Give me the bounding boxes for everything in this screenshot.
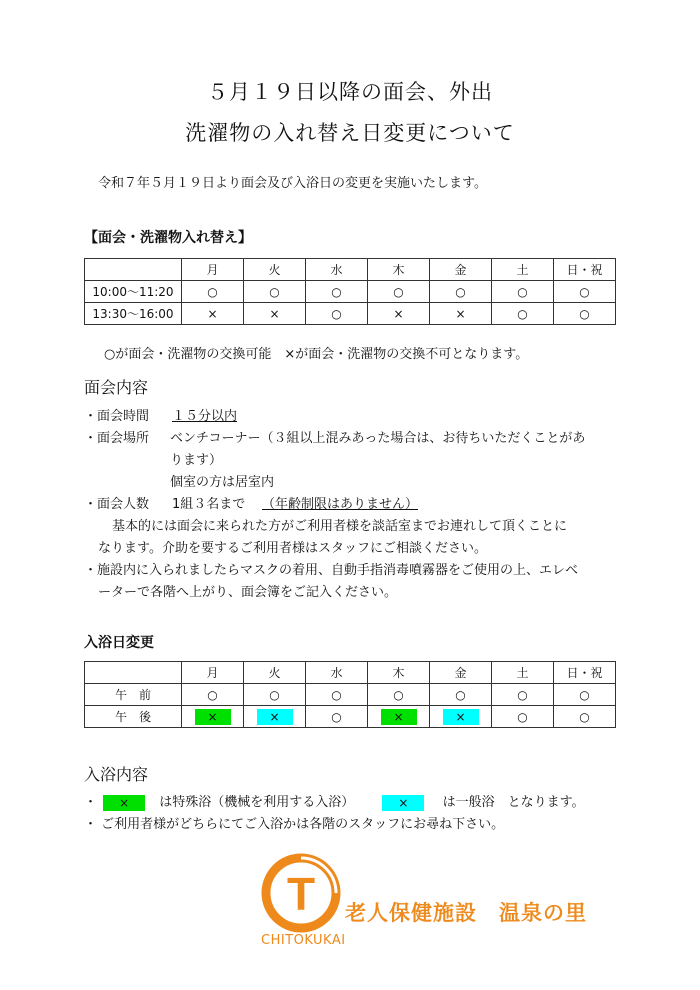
count-note: （年齢制限はありません） bbox=[262, 497, 419, 512]
facility-name: 老人保健施設 温泉の里 bbox=[345, 901, 587, 925]
row-label: 午 後 bbox=[85, 706, 182, 728]
day-header: 木 bbox=[368, 662, 430, 684]
bath-table-header bbox=[85, 662, 616, 684]
cell bbox=[244, 706, 306, 728]
cell: × bbox=[430, 303, 492, 325]
day-header: 土 bbox=[492, 662, 554, 684]
bath-mark: ○ bbox=[579, 709, 590, 724]
special-bath-mark: × bbox=[381, 709, 417, 725]
day-header: 金 bbox=[430, 259, 492, 281]
cell: ○ bbox=[554, 281, 616, 303]
day-header: 日・祝 bbox=[554, 259, 616, 281]
cell: ○ bbox=[492, 303, 554, 325]
special-bath-text: は特殊浴（機械を利用する入浴） bbox=[159, 795, 355, 810]
day-header: 火 bbox=[244, 662, 306, 684]
intro-text: 令和７年５月１９日より面会及び入浴日の変更を実施いたします。 bbox=[98, 176, 487, 191]
place-line-1: ベンチコーナー（３組以上混みあった場合は、お待ちいただくことがあ bbox=[170, 431, 586, 446]
logo-text: CHITOKUKAI bbox=[261, 933, 346, 948]
count-label: ・面会人数 bbox=[84, 497, 150, 512]
bath-mark: ○ bbox=[393, 687, 404, 702]
cell: ○ bbox=[306, 281, 368, 303]
visit-details-heading: 面会内容 bbox=[84, 378, 149, 397]
cell bbox=[306, 684, 368, 706]
place-label: ・面会場所 bbox=[84, 431, 150, 446]
cell: × bbox=[182, 303, 244, 325]
row-label: 10:00～11:20 bbox=[85, 281, 182, 303]
bath-table bbox=[84, 661, 616, 728]
general-bath-mark: × bbox=[443, 709, 479, 725]
title-line-2: 洗濯物の入れ替え日変更について bbox=[185, 121, 515, 145]
para1-line-1: 基本的には面会に来られた方がご利用者様を談話室までお連れして頂くことに bbox=[112, 519, 568, 534]
cell: × bbox=[368, 303, 430, 325]
time-value: １５分以内 bbox=[172, 409, 238, 424]
bath-mark: ○ bbox=[455, 687, 466, 702]
cell bbox=[368, 684, 430, 706]
cell bbox=[244, 684, 306, 706]
bath-mark: ○ bbox=[517, 709, 528, 724]
cell bbox=[554, 684, 616, 706]
visit-heading: 【面会・洗濯物入れ替え】 bbox=[84, 230, 252, 246]
visit-table bbox=[84, 258, 616, 325]
cell bbox=[306, 706, 368, 728]
place-line-2: ります） bbox=[170, 453, 223, 468]
cell: × bbox=[244, 303, 306, 325]
day-header: 水 bbox=[306, 259, 368, 281]
time-label: ・面会時間 bbox=[84, 409, 150, 424]
day-header: 水 bbox=[306, 662, 368, 684]
bath-mark: ○ bbox=[207, 687, 218, 702]
cell: ○ bbox=[306, 303, 368, 325]
day-header: 月 bbox=[182, 259, 244, 281]
cell bbox=[182, 706, 244, 728]
row-label: 午 前 bbox=[85, 684, 182, 706]
visit-table-header bbox=[85, 259, 616, 281]
table-row bbox=[85, 303, 616, 325]
place-line-3: 個室の方は居室内 bbox=[170, 475, 275, 490]
bath-heading: 入浴日変更 bbox=[84, 635, 154, 651]
logo-letter: T bbox=[286, 868, 316, 920]
cell: ○ bbox=[182, 281, 244, 303]
cell bbox=[492, 706, 554, 728]
para1-line-2: なります。介助を要するご利用者様はスタッフにご相談ください。 bbox=[98, 541, 487, 556]
day-header: 土 bbox=[492, 259, 554, 281]
cell bbox=[430, 684, 492, 706]
cell bbox=[182, 684, 244, 706]
special-bath-legend: × bbox=[103, 795, 145, 811]
header-blank bbox=[85, 259, 182, 281]
row-label: 13:30～16:00 bbox=[85, 303, 182, 325]
cell bbox=[430, 706, 492, 728]
bath-staff-note: ・ ご利用者様がどちらにてご入浴かは各階のスタッフにお尋ね下さい。 bbox=[84, 817, 505, 832]
special-bath-mark: × bbox=[195, 709, 231, 725]
cell bbox=[554, 706, 616, 728]
cell bbox=[368, 706, 430, 728]
bath-mark: ○ bbox=[331, 687, 342, 702]
general-bath-legend: × bbox=[382, 795, 424, 811]
day-header: 火 bbox=[244, 259, 306, 281]
title-line-1: ５月１９日以降の面会、外出 bbox=[207, 80, 493, 104]
table-row bbox=[85, 706, 616, 728]
count-value: 1組３名まで bbox=[172, 497, 246, 512]
bullet: ・ bbox=[84, 795, 98, 810]
bath-mark: ○ bbox=[517, 687, 528, 702]
general-bath-text: は一般浴 となります。 bbox=[442, 795, 585, 810]
bath-mark: ○ bbox=[331, 709, 342, 724]
general-bath-mark: × bbox=[257, 709, 293, 725]
day-header: 木 bbox=[368, 259, 430, 281]
para2-line-2: ーターで各階へ上がり、面会簿をご記入ください。 bbox=[98, 585, 398, 600]
bath-mark: ○ bbox=[269, 687, 280, 702]
table-row bbox=[85, 281, 616, 303]
facility-logo bbox=[260, 852, 342, 934]
visit-note: ○が面会・洗濯物の交換可能 ×が面会・洗濯物の交換不可となります。 bbox=[104, 347, 529, 362]
cell bbox=[492, 684, 554, 706]
table-row bbox=[85, 684, 616, 706]
cell: ○ bbox=[368, 281, 430, 303]
bath-mark: ○ bbox=[579, 687, 590, 702]
day-header: 金 bbox=[430, 662, 492, 684]
cell: ○ bbox=[244, 281, 306, 303]
header-blank bbox=[85, 662, 182, 684]
day-header: 日・祝 bbox=[554, 662, 616, 684]
para2-line-1: ・施設内に入られましたらマスクの着用、自動手指消毒噴霧器をご使用の上、エレベ bbox=[84, 563, 579, 578]
bath-legend-line bbox=[84, 792, 585, 814]
cell: ○ bbox=[430, 281, 492, 303]
day-header: 月 bbox=[182, 662, 244, 684]
bath-details-heading: 入浴内容 bbox=[84, 765, 149, 784]
cell: ○ bbox=[492, 281, 554, 303]
cell: ○ bbox=[554, 303, 616, 325]
